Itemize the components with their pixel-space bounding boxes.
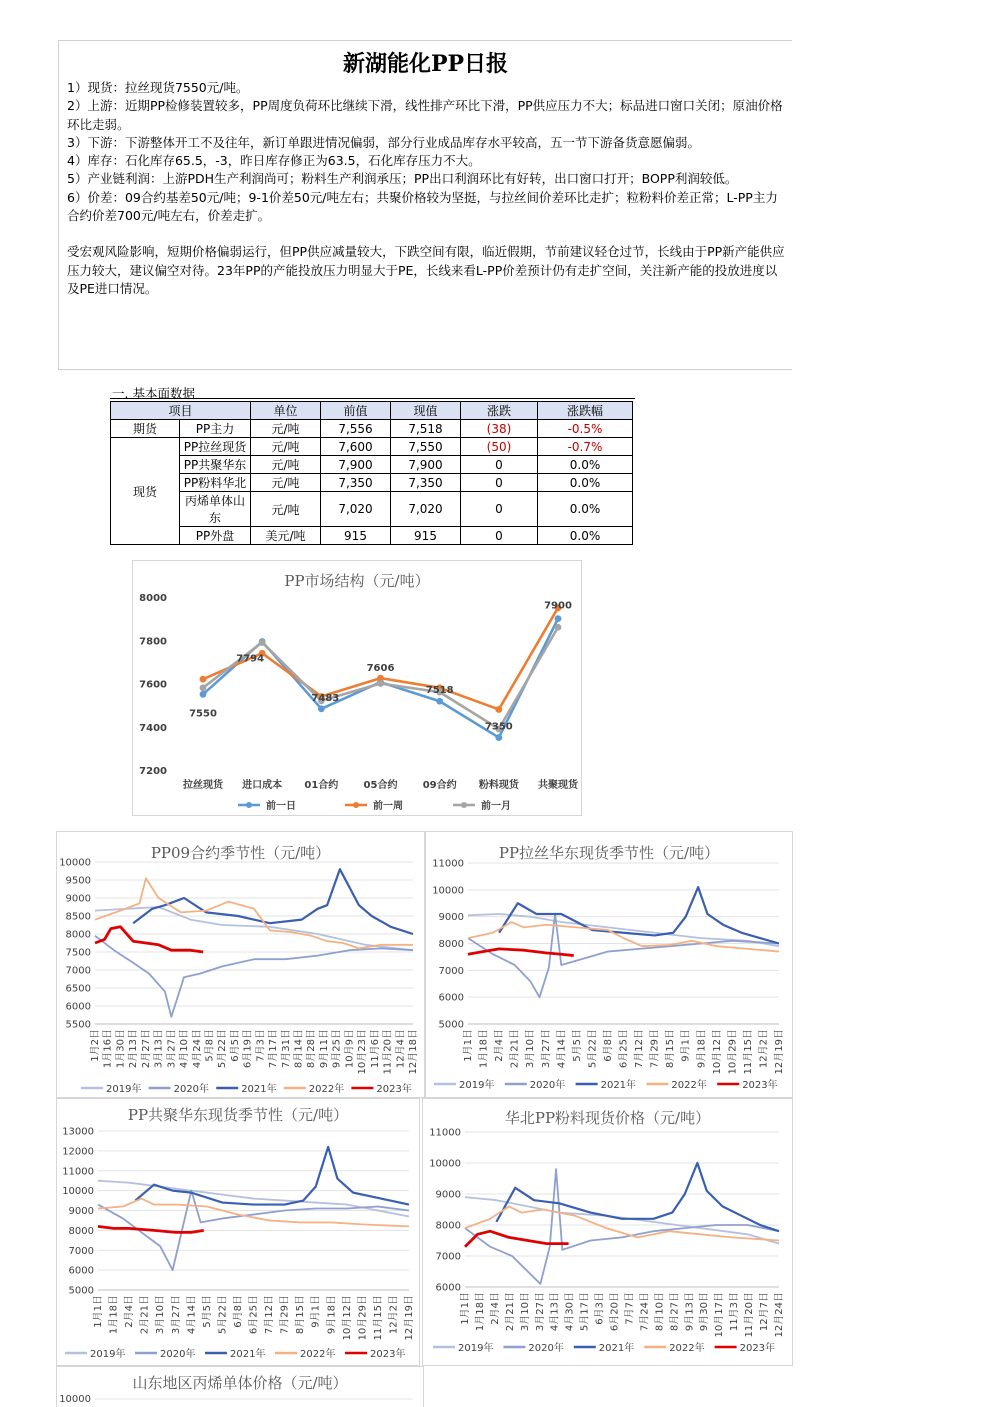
chart-title: PP共聚华东现货季节性（元/吨） <box>127 1106 349 1124</box>
chg-cell: 0 <box>461 456 538 474</box>
fundamentals-table <box>110 401 633 545</box>
y-tick-label: 6000 <box>438 992 464 1004</box>
y-tick-label: 11000 <box>432 858 464 870</box>
x-tick-label: 1月1日 <box>463 1029 474 1062</box>
series-line-1 <box>465 1169 779 1284</box>
legend-label: 2023年 <box>370 1349 406 1360</box>
pp-copolymer-east-seasonal-chart <box>56 1098 420 1366</box>
y-tick-label: 11000 <box>62 1166 94 1178</box>
data-label: 7900 <box>544 600 572 612</box>
y-tick-label: 9000 <box>435 1189 461 1201</box>
legend-marker <box>246 802 252 808</box>
x-tick-label: 2月21日 <box>504 1292 516 1332</box>
table-row <box>111 420 633 438</box>
legend-label: 2019年 <box>459 1080 495 1091</box>
table-row <box>111 527 633 545</box>
x-tick-label: 9月1日 <box>680 1029 692 1062</box>
chg-cell: 0 <box>461 474 538 492</box>
item-cell: PP拉丝现货 <box>180 438 251 456</box>
y-tick-label: 6000 <box>65 1001 91 1013</box>
y-tick-label: 5000 <box>68 1285 94 1297</box>
x-tick-label: 9月1日 <box>310 1295 322 1328</box>
data-point <box>200 691 207 698</box>
report-summary: 受宏观风险影响，短期价格偏弱运行，但PP供应减量较大，下跌空间有限，临近假期，节前建议轻仓过节，长线由于PP新产能供应压力较大，建议偏空对待。23年PP的产能投放压力明显大于PE，长线来看L-PP价差预计仍有走扩空间，关注新产能的投放进度以及PE进口情况。 <box>67 244 785 296</box>
table-row <box>111 492 633 527</box>
x-tick-label: 2月27日 <box>140 1029 152 1069</box>
y-tick-label: 7000 <box>438 965 464 977</box>
x-tick-label: 12月19日 <box>404 1295 415 1341</box>
report-line: 1）现货：拉丝现货7550元/吨。 <box>67 80 249 95</box>
x-tick-label: 8月27日 <box>669 1292 681 1332</box>
legend-label: 2021年 <box>598 1343 635 1354</box>
x-tick-label: 7月29日 <box>279 1295 291 1335</box>
x-tick-label: 9月18日 <box>326 1295 338 1335</box>
series-line-4 <box>98 1226 204 1232</box>
y-tick-label: 12000 <box>62 1146 94 1158</box>
x-tick-label: 2月4日 <box>124 1295 136 1328</box>
item-cell: 丙烯单体山东 <box>180 492 251 527</box>
market-structure-plot <box>133 561 581 815</box>
report-line: 3）下游：下游整体开工不及往年，新订单跟进情况偏弱，部分行业成品库存水平较高，五一节下游备货意愿偏弱。 <box>67 134 700 150</box>
x-tick-label: 10月12日 <box>711 1029 723 1075</box>
series-line-1 <box>468 914 779 997</box>
fundamentals-section-label: 一. 基本面数据 <box>112 386 195 401</box>
x-tick-label: 2月4日 <box>489 1292 501 1325</box>
x-tick-label: 7月12日 <box>634 1029 646 1069</box>
x-tick-label: 12月19日 <box>774 1029 785 1075</box>
x-tick-label: 12月24日 <box>774 1292 785 1338</box>
y-tick-label: 7600 <box>139 679 167 691</box>
data-point <box>377 680 384 687</box>
pct-cell: 0.0% <box>538 492 633 527</box>
report-title: 新湖能化PP日报 <box>342 51 509 77</box>
unit-cell: 美元/吨 <box>251 527 321 545</box>
data-label: 7794 <box>236 653 265 665</box>
table-row <box>111 438 633 456</box>
report-line: 2）上游：近期PP检修装置较多，PP周度负荷环比继续下滑，线性排产环比下滑，PP供应压力不大；标品进口窗口关闭；原油价格环比走弱。 <box>67 98 783 132</box>
y-tick-label: 10000 <box>59 857 91 869</box>
x-tick-label: 7月31日 <box>280 1029 292 1069</box>
legend-label: 2020年 <box>528 1343 564 1354</box>
chg-cell: (38) <box>461 420 538 438</box>
x-tick-label: 2月21日 <box>139 1295 151 1335</box>
x-tick-label: 1月18日 <box>108 1295 120 1335</box>
x-tick-label: 5月5日 <box>201 1295 213 1328</box>
legend-label: 2019年 <box>106 1084 142 1095</box>
x-tick-label: 2月21日 <box>509 1029 521 1069</box>
x-tick-label: 3月27日 <box>534 1292 546 1332</box>
legend-label: 2022年 <box>308 1084 345 1095</box>
x-tick-label: 12月4日 <box>395 1029 407 1069</box>
x-tick-label: 12月2日 <box>758 1029 770 1069</box>
x-tick-label: 8月14日 <box>293 1029 305 1069</box>
x-tick-label: 粉料现货 <box>478 780 519 791</box>
header-unit: 单位 <box>251 402 321 420</box>
legend-label: 2020年 <box>173 1084 210 1095</box>
x-tick-label: 10月17日 <box>714 1292 726 1338</box>
unit-cell: 元/吨 <box>251 420 321 438</box>
x-tick-label: 1月2日 <box>90 1029 101 1062</box>
x-tick-label: 11月6日 <box>369 1029 381 1069</box>
legend-label: 2022年 <box>669 1343 705 1354</box>
x-tick-label: 3月10日 <box>525 1029 537 1069</box>
legend-label: 2019年 <box>90 1349 126 1360</box>
x-tick-label: 7月29日 <box>649 1029 661 1069</box>
section-divider <box>110 398 635 399</box>
y-tick-label: 9000 <box>68 1206 94 1217</box>
x-tick-label: 3月27日 <box>170 1295 182 1335</box>
group-cell: 期货 <box>111 420 180 438</box>
data-point <box>555 615 562 622</box>
y-tick-label: 8000 <box>65 929 91 941</box>
data-point <box>318 705 325 712</box>
data-point <box>259 639 266 646</box>
pp-raffia-east-seasonal-chart <box>425 831 793 1098</box>
pct-cell: -0.7% <box>538 438 633 456</box>
y-tick-label: 7200 <box>139 766 167 777</box>
y-tick-label: 11000 <box>429 1127 461 1139</box>
pp-raffia-east-seasonal-plot <box>426 832 792 1097</box>
x-tick-label: 6月19日 <box>242 1029 254 1069</box>
legend-marker <box>461 802 467 808</box>
x-tick-label: 4月14日 <box>186 1295 198 1335</box>
legend-marker <box>353 802 359 808</box>
x-tick-label: 11月15日 <box>742 1029 754 1075</box>
curr-cell: 7,350 <box>391 474 461 492</box>
y-tick-label: 10000 <box>432 885 464 897</box>
x-tick-label: 6月5日 <box>229 1029 241 1062</box>
table-row <box>111 456 633 474</box>
x-tick-label: 10月12日 <box>341 1295 353 1341</box>
y-tick-label: 8000 <box>438 939 464 950</box>
x-tick-label: 3月10日 <box>155 1295 167 1335</box>
legend-label: 2022年 <box>300 1349 336 1360</box>
series-line-2 <box>133 869 413 934</box>
pp-copolymer-east-seasonal-plot <box>57 1099 419 1365</box>
item-cell: PP主力 <box>180 420 251 438</box>
pp-powder-north-plot <box>423 1099 792 1365</box>
x-tick-label: 1月1日 <box>460 1292 471 1325</box>
y-tick-label: 9000 <box>438 912 464 924</box>
header-curr: 现值 <box>391 402 461 420</box>
legend-label: 2021年 <box>600 1080 637 1091</box>
x-tick-label: 3月27日 <box>540 1029 552 1069</box>
series-line-2 <box>499 887 779 943</box>
chg-cell: 0 <box>461 527 538 545</box>
prev-cell: 7,600 <box>321 438 391 456</box>
y-tick-label: 8500 <box>65 911 91 923</box>
data-point <box>555 624 562 631</box>
data-point <box>200 676 207 683</box>
series-line-0 <box>98 1181 409 1217</box>
header-pct: 涨跌幅 <box>538 402 633 420</box>
pp-powder-north-chart <box>422 1098 793 1366</box>
x-tick-label: 10月23日 <box>357 1029 369 1075</box>
x-tick-label: 4月14日 <box>556 1029 568 1069</box>
x-tick-label: 1月18日 <box>478 1029 490 1069</box>
header-chg: 涨跌 <box>461 402 538 420</box>
series-line-3 <box>95 878 413 948</box>
chart-title: PP市场结构（元/吨） <box>284 572 430 590</box>
prev-cell: 7,020 <box>321 492 391 527</box>
y-tick-label: 7500 <box>65 947 91 959</box>
x-tick-label: 6月3日 <box>594 1292 606 1325</box>
pct-cell: 0.0% <box>538 474 633 492</box>
x-tick-label: 9月13日 <box>684 1292 696 1332</box>
prev-cell: 7,350 <box>321 474 391 492</box>
x-tick-label: 6月8日 <box>602 1029 614 1062</box>
legend-label: 2020年 <box>529 1080 566 1091</box>
y-tick-label: 9500 <box>65 875 91 887</box>
y-tick-label: 10000 <box>429 1158 461 1170</box>
report-line: 6）价差：09合约基差50元/吨；9-1价差50元/吨左右；共聚价格较为坚挺，与拉丝间价差环比走扩；粒粉料价差正常；L-PP主力合约价差700元/吨左右，价差走扩。 <box>67 189 778 224</box>
x-tick-label: 10月29日 <box>357 1295 369 1341</box>
unit-cell: 元/吨 <box>251 492 321 527</box>
x-tick-label: 5月22日 <box>217 1295 229 1335</box>
x-tick-label: 5月8日 <box>204 1029 216 1062</box>
legend-label: 前一月 <box>481 801 511 812</box>
x-tick-label: 9月25日 <box>331 1029 343 1069</box>
legend-label: 2021年 <box>241 1084 277 1095</box>
x-tick-label: 12月2日 <box>388 1295 400 1335</box>
series-line-2 <box>135 1147 409 1205</box>
x-tick-label: 7月3日 <box>255 1029 267 1062</box>
legend-label: 前一周 <box>373 801 403 812</box>
y-tick-label: 13000 <box>62 1126 94 1138</box>
pp09-seasonal-chart <box>56 831 425 1098</box>
chg-cell: 0 <box>461 492 538 527</box>
x-tick-label: 4月30日 <box>564 1292 576 1332</box>
x-tick-label: 1月30日 <box>115 1029 127 1069</box>
x-tick-label: 11月15日 <box>372 1295 384 1341</box>
y-tick-label: 5000 <box>438 1019 464 1031</box>
y-tick-label: 9000 <box>65 893 91 905</box>
chg-cell: (50) <box>461 438 538 456</box>
propylene-shandong-chart <box>56 1366 424 1407</box>
x-tick-label: 3月27日 <box>166 1029 178 1069</box>
x-tick-label: 5月17日 <box>579 1292 591 1332</box>
curr-cell: 915 <box>391 527 461 545</box>
y-tick-label: 6000 <box>68 1265 94 1277</box>
x-tick-label: 3月13日 <box>153 1029 165 1069</box>
prev-cell: 915 <box>321 527 391 545</box>
y-tick-label: 6500 <box>65 983 91 995</box>
y-tick-label: 7000 <box>435 1251 461 1263</box>
data-label: 7483 <box>311 692 340 704</box>
item-cell: PP共聚华东 <box>180 456 251 474</box>
chart-title: 山东地区丙烯单体价格（元/吨） <box>132 1374 348 1392</box>
header-prev: 前值 <box>321 402 391 420</box>
x-tick-label: 5月22日 <box>217 1029 229 1069</box>
curr-cell: 7,518 <box>391 420 461 438</box>
x-tick-label: 09合约 <box>422 780 457 791</box>
x-tick-label: 1月16日 <box>102 1029 114 1069</box>
x-tick-label: 10月29日 <box>727 1029 739 1075</box>
x-tick-label: 拉丝现货 <box>183 780 223 791</box>
x-tick-label: 8月15日 <box>665 1029 677 1069</box>
report-line: 5）产业链利润：上游PDH生产利润尚可；粉料生产利润承压；PP出口利润环比有好转，出口窗口打开；BOPP利润较低。 <box>67 171 738 187</box>
x-tick-label: 7月12日 <box>264 1295 276 1335</box>
x-tick-label: 3月10日 <box>519 1292 531 1332</box>
data-label: 7518 <box>425 685 454 697</box>
legend-label: 2023年 <box>376 1084 412 1095</box>
x-tick-label: 7月17日 <box>268 1029 280 1069</box>
x-tick-label: 6月20日 <box>609 1292 621 1332</box>
legend-label: 2023年 <box>742 1080 778 1091</box>
legend-label: 2019年 <box>458 1343 494 1354</box>
y-tick-label: 8000 <box>435 1220 461 1232</box>
market-structure-chart <box>132 560 582 816</box>
data-label: 7550 <box>189 708 217 720</box>
x-tick-label: 11月20日 <box>382 1029 394 1075</box>
x-tick-label: 共聚现货 <box>538 780 578 791</box>
prev-cell: 7,556 <box>321 420 391 438</box>
x-tick-label: 6月25日 <box>618 1029 630 1069</box>
y-tick-label: 10000 <box>59 1394 91 1405</box>
x-tick-label: 2月4日 <box>494 1029 506 1062</box>
table-header-row <box>111 402 633 420</box>
unit-cell: 元/吨 <box>251 474 321 492</box>
legend-label: 前一日 <box>266 801 296 812</box>
data-point <box>495 706 502 713</box>
x-tick-label: 5月22日 <box>587 1029 599 1069</box>
x-tick-label: 1月18日 <box>474 1292 486 1332</box>
legend-label: 2023年 <box>739 1343 776 1354</box>
y-tick-label: 5500 <box>65 1019 91 1031</box>
chart-title: PP拉丝华东现货季节性（元/吨） <box>498 844 720 862</box>
y-tick-label: 10000 <box>62 1186 94 1198</box>
x-tick-label: 11月20日 <box>744 1292 756 1338</box>
x-tick-label: 6月8日 <box>232 1295 244 1328</box>
legend-label: 2022年 <box>671 1080 707 1091</box>
report-line: 4）库存：石化库存65.5，-3，昨日库存修正为63.5，石化库存压力不大。 <box>67 153 481 169</box>
x-tick-label: 11月3日 <box>729 1292 741 1332</box>
x-tick-label: 12月18日 <box>408 1029 419 1075</box>
y-tick-label: 7400 <box>139 722 167 734</box>
curr-cell: 7,550 <box>391 438 461 456</box>
legend-label: 2021年 <box>230 1349 266 1360</box>
chart-title: PP09合约季节性（元/吨） <box>150 844 331 862</box>
pct-cell: -0.5% <box>538 420 633 438</box>
x-tick-label: 1月1日 <box>93 1295 104 1328</box>
propylene-shandong-plot <box>57 1367 423 1407</box>
x-tick-label: 10月9日 <box>344 1029 356 1069</box>
x-tick-label: 7月7日 <box>624 1292 636 1325</box>
data-point <box>200 684 207 691</box>
pct-cell: 0.0% <box>538 456 633 474</box>
report-box <box>58 40 792 370</box>
y-tick-label: 6000 <box>435 1282 461 1294</box>
series-line-2 <box>496 1163 779 1231</box>
data-point <box>436 698 443 705</box>
x-tick-label: 7月24日 <box>639 1292 651 1332</box>
prev-cell: 7,900 <box>321 456 391 474</box>
pp09-seasonal-plot <box>57 832 424 1097</box>
x-tick-label: 5月5日 <box>571 1029 583 1062</box>
data-point <box>495 734 502 741</box>
x-tick-label: 05合约 <box>363 780 398 791</box>
x-tick-label: 8月10日 <box>654 1292 666 1332</box>
y-tick-label: 8000 <box>139 593 167 604</box>
x-tick-label: 4月24日 <box>191 1029 203 1069</box>
series-line-4 <box>468 949 574 956</box>
data-label: 7606 <box>366 663 395 675</box>
group-cell: 现货 <box>111 438 180 545</box>
x-tick-label: 2月13日 <box>128 1029 140 1069</box>
series-line-3 <box>468 922 779 952</box>
data-label: 7350 <box>484 721 513 733</box>
header-item: 项目 <box>111 402 251 420</box>
unit-cell: 元/吨 <box>251 438 321 456</box>
chart-title: 华北PP粉料现货价格（元/吨） <box>504 1109 711 1127</box>
table-row <box>111 474 633 492</box>
x-tick-label: 8月15日 <box>295 1295 307 1335</box>
legend-label: 2020年 <box>160 1349 196 1360</box>
x-tick-label: 进口成本 <box>242 780 283 791</box>
x-tick-label: 01合约 <box>304 780 339 791</box>
curr-cell: 7,020 <box>391 492 461 527</box>
x-tick-label: 9月18日 <box>696 1029 708 1069</box>
y-tick-label: 8000 <box>68 1225 94 1237</box>
x-tick-label: 4月13日 <box>549 1292 561 1332</box>
y-tick-label: 7000 <box>65 965 91 977</box>
pct-cell: 0.0% <box>538 527 633 545</box>
report-body <box>67 79 787 298</box>
x-tick-label: 6月25日 <box>248 1295 260 1335</box>
x-tick-label: 8月28日 <box>306 1029 318 1069</box>
x-tick-label: 4月10日 <box>179 1029 191 1069</box>
unit-cell: 元/吨 <box>251 456 321 474</box>
item-cell: PP粉料华北 <box>180 474 251 492</box>
x-tick-label: 12月7日 <box>759 1292 771 1332</box>
curr-cell: 7,900 <box>391 456 461 474</box>
y-tick-label: 7800 <box>139 636 167 648</box>
x-tick-label: 9月30日 <box>699 1292 711 1332</box>
item-cell: PP外盘 <box>180 527 251 545</box>
series-line-3 <box>98 1199 409 1227</box>
x-tick-label: 9月11日 <box>318 1029 330 1069</box>
y-tick-label: 7000 <box>68 1245 94 1257</box>
